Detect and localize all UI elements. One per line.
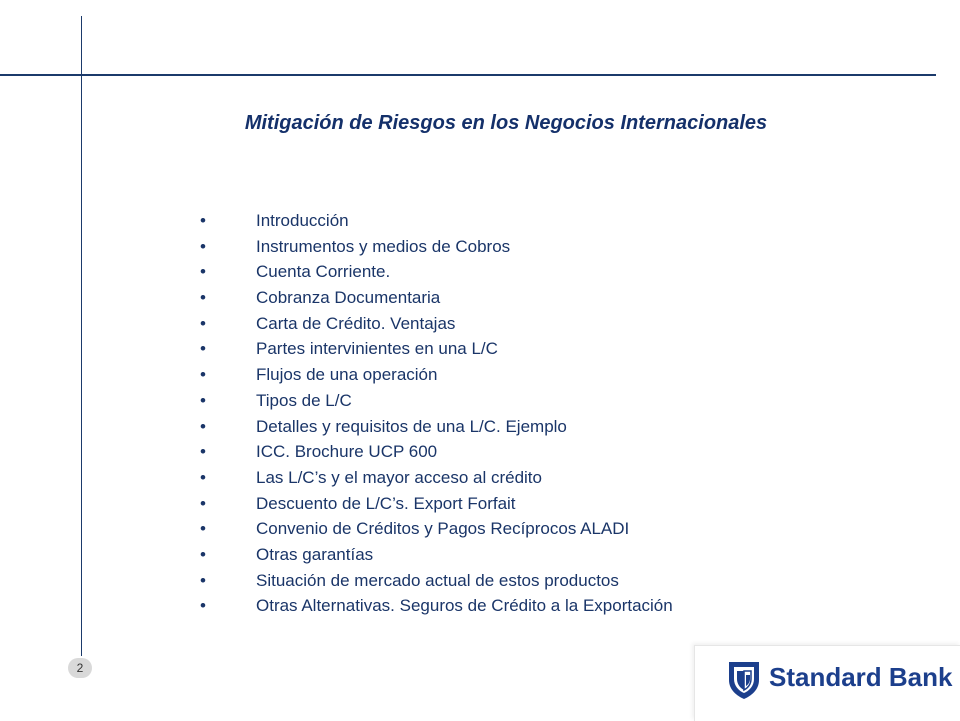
slide-title: Mitigación de Riesgos en los Negocios Internacionales [244,112,768,134]
list-item-text: Otras Alternativas. Seguros de Crédito a la Exportación [256,596,673,616]
bullet: • [200,313,206,333]
list-item-text: ICC. Brochure UCP 600 [256,442,438,462]
bullet: • [200,570,206,590]
bullet: • [200,390,206,410]
bullet: • [200,544,206,564]
list-item-text: Partes intervinientes en una L/C [256,339,498,359]
list-item-text: Detalles y requisitos de una L/C. Ejemplo [256,416,567,436]
list-item-text: Situación de mercado actual de estos productos [256,570,619,590]
bullet: • [200,442,206,462]
bullet: • [200,236,206,256]
page-number: 2 [68,658,92,678]
bullet: • [200,467,206,487]
list-item-text: Las L/C’s y el mayor acceso al crédito [256,467,542,487]
bullet: • [200,262,206,282]
list-item-text: Tipos de L/C [256,390,352,410]
bullet: • [200,596,206,616]
list-item-text: Carta de Crédito. Ventajas [256,313,456,333]
bullet: • [200,288,206,308]
list-item-text: Cobranza Documentaria [256,288,441,308]
bullet: • [200,416,206,436]
horizontal-rule [0,74,936,76]
list-item-text: Instrumentos y medios de Cobros [256,236,511,256]
logo-panel [694,645,960,721]
list-item-text: Introducción [256,211,349,230]
shield-icon [727,660,761,700]
list-item-text: Otras garantías [256,544,374,564]
list-item-text: Flujos de una operación [256,365,438,385]
bullet: • [200,339,206,359]
bullet: • [200,365,206,385]
list-item-text: Convenio de Créditos y Pagos Recíprocos ALADI [256,519,630,539]
bullet: • [200,493,206,513]
list-item-text: Descuento de L/C’s. Export Forfait [256,493,516,513]
bullet: • [200,519,206,539]
list-item-text: Cuenta Corriente. [256,262,391,282]
logo-wordmark: Standard Bank [769,662,953,692]
bullet: • [200,211,206,230]
